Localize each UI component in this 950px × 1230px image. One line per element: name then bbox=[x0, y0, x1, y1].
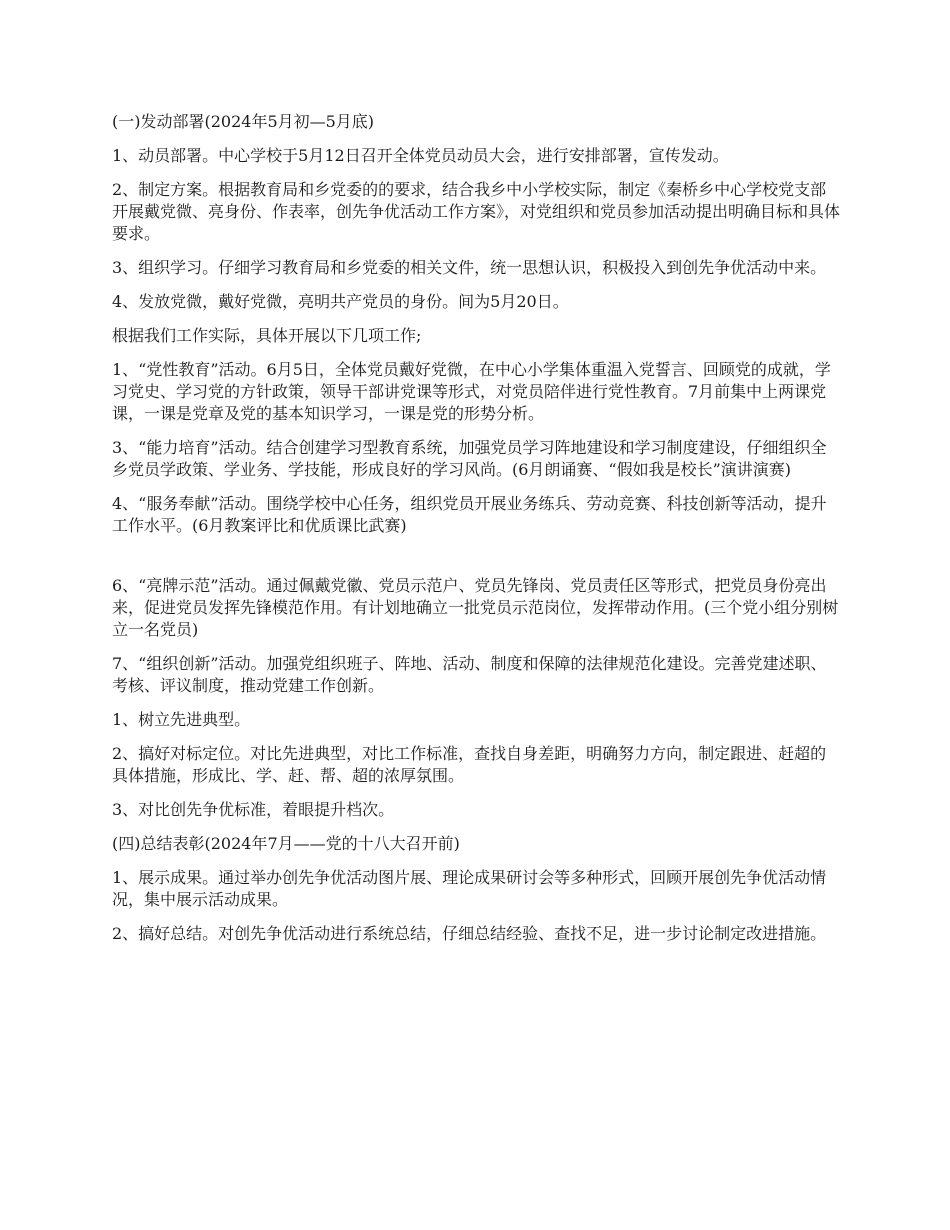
paragraph: 4、发放党微，戴好党微，亮明共产党员的身份。间为5月20日。 bbox=[112, 292, 569, 311]
section-heading-mobilization: (一)发动部署(2024年5月初—5月底) bbox=[112, 112, 375, 131]
paragraph: 3、组织学习。仔细学习教育局和乡党委的相关文件，统一思想认识，积极投入到创先争优活动中来。 bbox=[112, 258, 827, 277]
paragraph: 7、“组织创新”活动。加强党组织班子、阵地、活动、制度和保障的法律规范化建设。完善党建述职、考核、评议制度，推动党建工作创新。 bbox=[112, 654, 827, 695]
paragraph: 1、“党性教育”活动。6月5日，全体党员戴好党微，在中心小学集体重温入党誓言、回顾党的成就，学习党史、学习党的方针政策，领导干部讲党课等形式，对党员陪伴进行党性教育。7月前集中上两课党课，一课是党章及党的基本知识学习，一课是党的形势分析。 bbox=[112, 360, 831, 423]
document-body bbox=[112, 111, 842, 957]
paragraph: 1、动员部署。中心学校于5月12日召开全体党员动员大会，进行安排部署，宣传发动。 bbox=[112, 146, 729, 165]
paragraph: 2、搞好总结。对创先争优活动进行系统总结，仔细总结经验、查找不足，进一步讨论制定改进措施。 bbox=[112, 924, 827, 943]
paragraph: 根据我们工作实际，具体开展以下几项工作; bbox=[112, 326, 422, 345]
section-heading-summary: (四)总结表彰(2024年7月——党的十八大召开前) bbox=[112, 834, 460, 853]
paragraph: 3、“能力培育”活动。结合创建学习型教育系统，加强党员学习阵地建设和学习制度建设，仔细组织全乡党员学政策、学业务、学技能，形成良好的学习风尚。(6月朗诵赛、“假如我是校长”演讲演赛) bbox=[112, 438, 827, 479]
paragraph: 1、展示成果。通过举办创先争优活动图片展、理论成果研讨会等多种形式，回顾开展创先争优活动情况，集中展示活动成果。 bbox=[112, 868, 827, 909]
paragraph: 6、“亮牌示范”活动。通过佩戴党徽、党员示范户、党员先锋岗、党员责任区等形式，把党员身份亮出来，促进党员发挥先锋模范作用。有计划地确立一批党员示范岗位，发挥带动作用。(三个党小组分别树立一名党员) bbox=[112, 576, 839, 639]
paragraph: 2、制定方案。根据教育局和乡党委的的要求，结合我乡中小学校实际，制定《秦桥乡中心学校党支部开展戴党微、亮身份、作表率，创先争优活动工作方案》，对党组织和党员参加活动提出明确目标和具体要求。 bbox=[112, 180, 841, 243]
paragraph: 1、树立先进典型。 bbox=[112, 710, 251, 729]
paragraph: 3、对比创先争优标准，着眼提升档次。 bbox=[112, 800, 395, 819]
paragraph: 4、“服务奉献”活动。围绕学校中心任务，组织党员开展业务练兵、劳动竞赛、科技创新等活动，提升工作水平。(6月教案评比和优质课比武赛) bbox=[112, 494, 827, 535]
paragraph: 2、搞好对标定位。对比先进典型，对比工作标准，查找自身差距，明确努力方向，制定跟进、赶超的具体措施，形成比、学、赶、帮、超的浓厚氛围。 bbox=[112, 744, 827, 785]
